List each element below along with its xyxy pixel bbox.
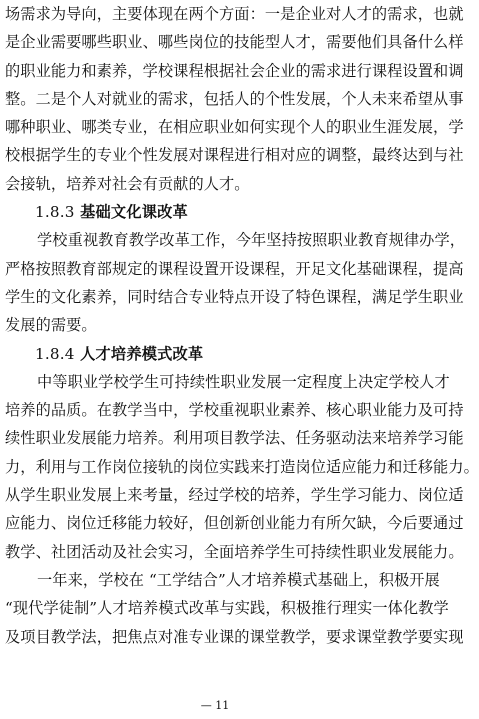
text-line: 严格按照教育部规定的课程设置开设课程，开足文化基础课程，提高: [5, 259, 464, 278]
text-line: 中等职业学校学生可持续性职业发展一定程度上决定学校人才: [37, 372, 450, 391]
text-line: “现代学徒制”人才培养模式改革与实践，积极推行理实一体化教学: [5, 599, 449, 618]
paragraph-talent-training-reform: [5, 368, 479, 566]
text-line: 学生的文化素养，同时结合专业特点开设了特色课程，满足学生职业: [5, 287, 464, 306]
text-line: 场需求为导向，主要体现在两个方面：一是企业对人才的需求，也就: [5, 5, 464, 23]
text-line: 培养的品质。在教学当中，学校重视职业素养、核心职业能力及可持: [5, 401, 464, 420]
text-line: 续性职业发展能力培养。利用项目教学法、任务驱动法来培养学习能: [5, 429, 464, 448]
text-line: 从学生职业发展上来考量，经过学校的培养，学生学习能力、岗位适: [5, 486, 464, 505]
page-number: — 11: [200, 699, 230, 712]
section-title: 人才培养模式改革: [80, 344, 204, 363]
section-number: 1.8.4: [35, 344, 75, 363]
text-line: 是企业需要哪些职业、哪些岗位的技能型人才，需要他们具备什么样: [5, 33, 464, 52]
text-line: 教学、社团活动及社会实习，全面培养学生可持续性职业发展能力。: [5, 542, 464, 561]
section-heading-1-8-3: [5, 198, 427, 226]
section-number: 1.8.3: [35, 203, 75, 222]
body-text: [5, 0, 479, 651]
section-title: 基础文化课改革: [80, 203, 188, 222]
text-line: 校根据学生的专业个性发展对课程进行相对应的调整，最终达到与社: [5, 146, 464, 165]
text-line: 发展的需要。: [5, 316, 97, 335]
text-line: 一年来，学校在 “工学结合”人才培养模式基础上，积极开展: [37, 570, 440, 589]
text-line: 及项目教学法，把焦点对准专业课的课堂教学，要求课堂教学要实现: [5, 627, 464, 646]
text-line: 应能力、岗位迁移能力较好，但创新创业能力有所欠缺，今后要通过: [5, 514, 464, 533]
text-line: 学校重视教育教学改革工作，今年坚持按照职业教育规律办学，: [37, 231, 466, 250]
text-line: 的职业能力和素养，学校课程根据社会企业的需求进行课程设置和调: [5, 61, 464, 80]
text-line: 力，利用与工作岗位接轨的岗位实践来打造岗位适应能力和迁移能力。: [5, 457, 479, 476]
paragraph-demand-orientation: [5, 0, 464, 198]
text-line: 哪种职业、哪类专业，在相应职业如何实现个人的职业生涯发展，学: [5, 118, 464, 137]
text-line: 整。二是个人对就业的需求，包括人的个性发展，个人未来希望从事: [5, 89, 464, 108]
paragraph-culture-course-reform: [5, 226, 466, 339]
section-heading-1-8-4: [5, 340, 427, 368]
text-line: 会接轨，培养对社会有贡献的人才。: [5, 174, 250, 193]
paragraph-apprenticeship: [5, 566, 464, 651]
